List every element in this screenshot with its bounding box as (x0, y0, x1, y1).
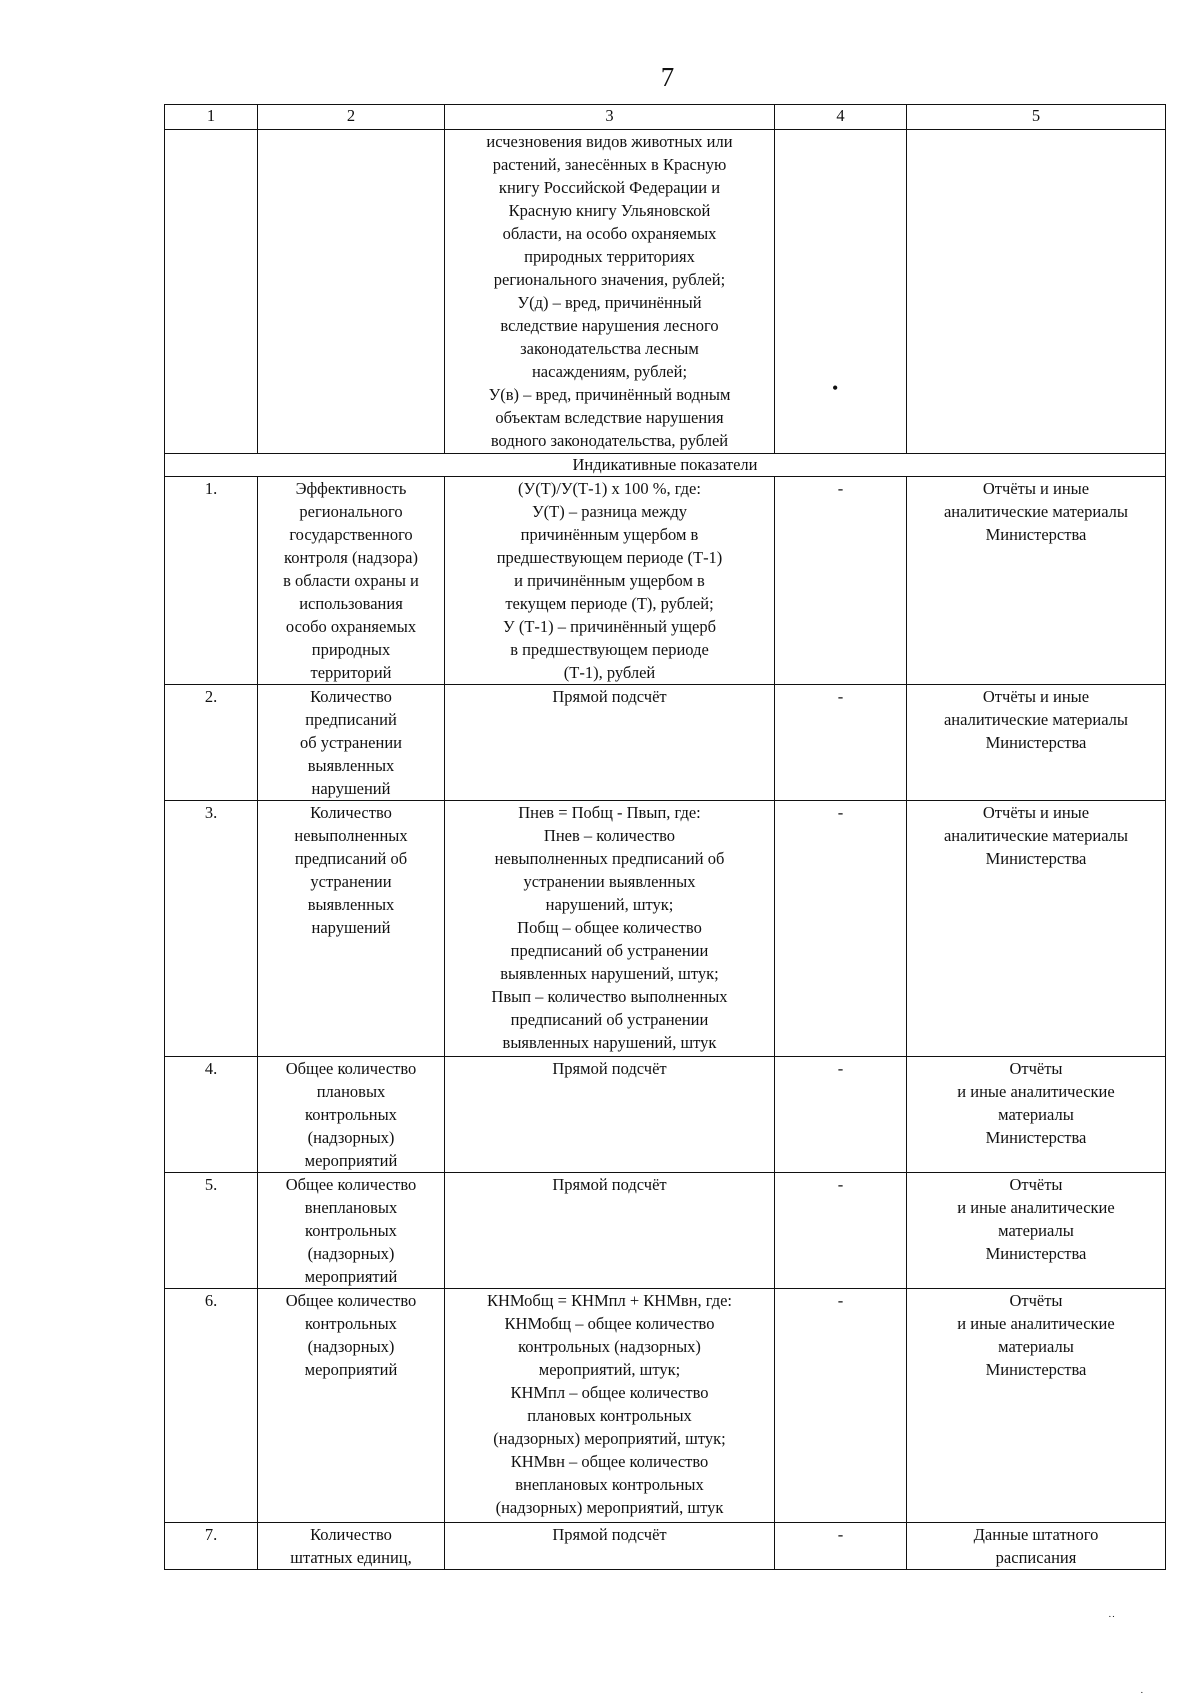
continuation-no (165, 130, 258, 454)
calculation-method: КНМобщ = КНМпл + КНМвн, где: КНМобщ – общее количество контрольных (надзорных) мероприятий, штук; КНМпл – общее количество плановых контрольных (надзорных) мероприятий, штук; КНМвн – общее количество внеплановых контрольных (надзорных) мероприятий, штук (445, 1289, 775, 1523)
continuation-col4 (775, 130, 907, 454)
table-header-row (165, 105, 1166, 130)
indicator-name: Количество невыполненных предписаний об устранении выявленных нарушений (258, 801, 445, 1057)
table-row (165, 685, 1166, 801)
table-row (165, 1173, 1166, 1289)
table-row (165, 477, 1166, 685)
column-4-value: - (775, 1523, 907, 1570)
column-header-4: 4 (775, 105, 907, 130)
data-source: Отчёты и иные аналитические материалы Министерства (907, 477, 1166, 685)
indicator-name: Общее количество контрольных (надзорных) мероприятий (258, 1289, 445, 1523)
column-header-1: 1 (165, 105, 258, 130)
section-row (165, 454, 1166, 477)
calculation-method: Прямой подсчёт (445, 685, 775, 801)
page-number: 7 (660, 62, 675, 92)
calculation-method: (У(Т)/У(Т-1) х 100 %, где: У(Т) – разница между причинённым ущербом в предшествующем периоде (Т-1) и причинённым ущербом в текущем периоде (Т), рублей; У (Т-1) – причинённый ущерб в предшествующем периоде (Т-1), рублей (445, 477, 775, 685)
column-header-5: 5 (907, 105, 1166, 130)
row-number: 6. (165, 1289, 258, 1523)
data-source: Отчёты и иные аналитические материалы Министерства (907, 1057, 1166, 1173)
indicator-name: Эффективность регионального государственного контроля (надзора) в области охраны и использования особо охраняемых природных территорий (258, 477, 445, 685)
indicator-name: Количество предписаний об устранении выявленных нарушений (258, 685, 445, 801)
table-row (165, 1057, 1166, 1173)
table-row (165, 1289, 1166, 1523)
row-number: 1. (165, 477, 258, 685)
row-number: 3. (165, 801, 258, 1057)
indicator-name: Общее количество плановых контрольных (надзорных) мероприятий (258, 1057, 445, 1173)
section-title: Индикативные показатели (165, 454, 1166, 477)
column-4-value: - (775, 477, 907, 685)
column-4-value: - (775, 801, 907, 1057)
continuation-row (165, 130, 1166, 454)
indicator-name: Количество штатных единиц, (258, 1523, 445, 1570)
scan-speck: ˙˙ (1108, 1614, 1116, 1626)
calculation-method: Прямой подсчёт (445, 1057, 775, 1173)
row-number: 5. (165, 1173, 258, 1289)
table-body (165, 105, 1166, 1570)
column-header-2: 2 (258, 105, 445, 130)
data-source: Отчёты и иные аналитические материалы Министерства (907, 1173, 1166, 1289)
data-source: Отчёты и иные аналитические материалы Министерства (907, 685, 1166, 801)
continuation-method: исчезновения видов животных или растений, занесённых в Красную книгу Российской Федерации и Красную книгу Ульяновской области, на особо охраняемых природных территориях регионального значения, рублей; У(д) – вред, причинённый вследствие нарушения лесного законодательства лесным насаждениям, рублей; У(в) – вред, причинённый водным объектам вследствие нарушения водного законодательства, рублей (445, 130, 775, 454)
continuation-name (258, 130, 445, 454)
continuation-source (907, 130, 1166, 454)
data-source: Данные штатного расписания (907, 1523, 1166, 1570)
column-4-value: - (775, 1289, 907, 1523)
data-source: Отчёты и иные аналитические материалы Министерства (907, 1289, 1166, 1523)
column-4-value: - (775, 1173, 907, 1289)
calculation-method: Прямой подсчёт (445, 1523, 775, 1570)
table-row (165, 801, 1166, 1057)
calculation-method: Пнев = Побщ - Пвып, где: Пнев – количество невыполненных предписаний об устранении выявленных нарушений, штук; Побщ – общее количество предписаний об устранении выявленных нарушений, штук; Пвып – количество выполненных предписаний об устранении выявленных нарушений, штук (445, 801, 775, 1057)
row-number: 4. (165, 1057, 258, 1173)
column-4-value: - (775, 1057, 907, 1173)
scan-speck: ˙ (1140, 1690, 1144, 1702)
row-number: 7. (165, 1523, 258, 1570)
calculation-method: Прямой подсчёт (445, 1173, 775, 1289)
column-header-3: 3 (445, 105, 775, 130)
indicator-name: Общее количество внеплановых контрольных (надзорных) мероприятий (258, 1173, 445, 1289)
indicators-table (164, 104, 1166, 1570)
data-source: Отчёты и иные аналитические материалы Министерства (907, 801, 1166, 1057)
row-number: 2. (165, 685, 258, 801)
table-row (165, 1523, 1166, 1570)
scan-speck: • (832, 378, 839, 398)
column-4-value: - (775, 685, 907, 801)
